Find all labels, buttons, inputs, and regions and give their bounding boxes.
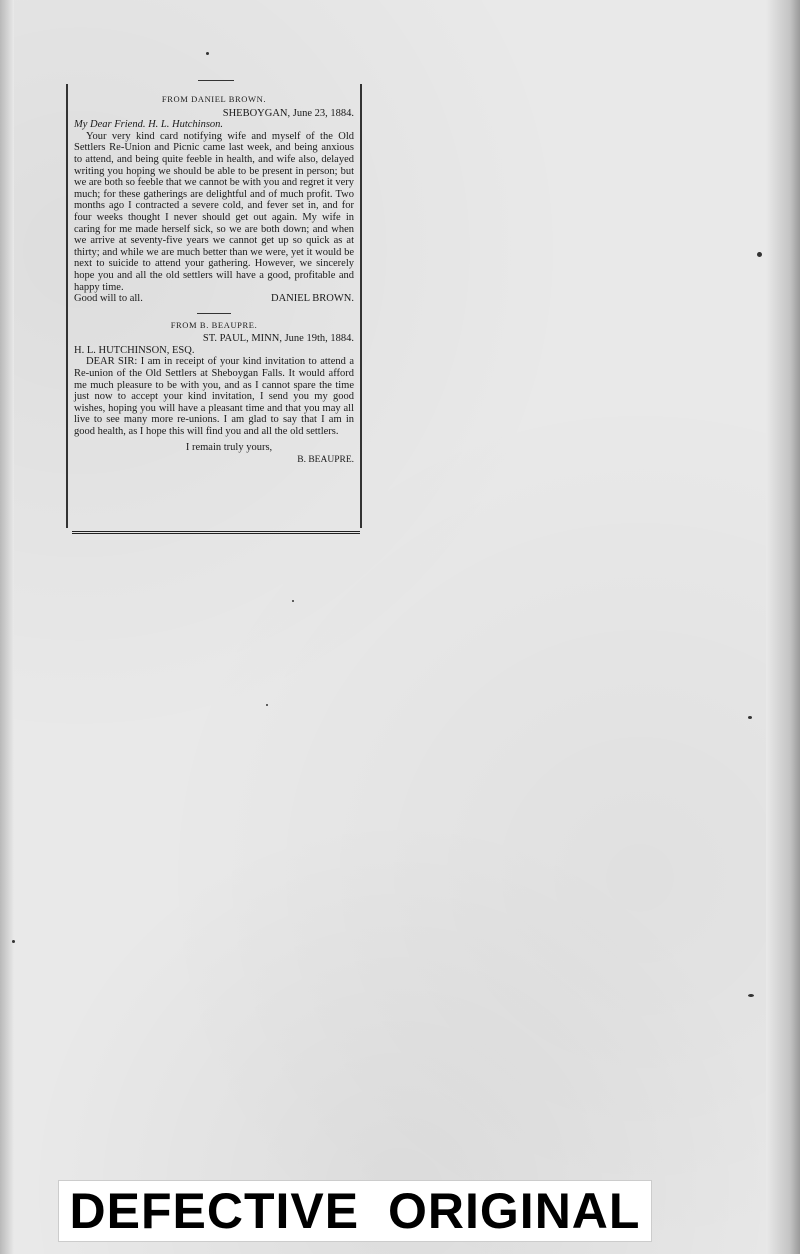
letter1-salutation: My Dear Friend. H. L. Hutchinson.: [74, 119, 224, 131]
top-rule: [198, 80, 234, 81]
letter2-signature: B. BEAUPRE.: [297, 455, 354, 466]
letter1-signoff: [74, 293, 354, 305]
bottom-double-rule: [72, 531, 360, 534]
dust-speck: [292, 600, 294, 602]
newspaper-clipping: [66, 84, 362, 528]
dust-speck: [12, 940, 15, 943]
section-divider: [197, 313, 231, 314]
dust-speck: [748, 716, 752, 719]
letter1-signature: DANIEL BROWN.: [270, 293, 354, 305]
defective-original-stamp: [58, 1180, 652, 1242]
page-edge-shadow-right: [766, 0, 800, 1254]
dust-speck: [757, 252, 762, 257]
letter1-heading: FROM DANIEL BROWN.: [161, 94, 267, 104]
letter2-dateline: ST. PAUL, MINN, June 19th, 1884.: [202, 333, 354, 345]
dust-speck: [206, 52, 209, 55]
letter1-dateline: SHEBOYGAN, June 23, 1884.: [222, 107, 354, 119]
dust-speck: [266, 704, 268, 706]
letter2-heading: FROM B. BEAUPRE.: [170, 319, 258, 330]
dust-speck: [748, 994, 754, 997]
letter2-addressee: H. L. HUTCHINSON, ESQ.: [74, 344, 195, 356]
stamp-text: DEFECTIVE ORIGINAL: [69, 1183, 641, 1239]
page-edge-shadow-left: [0, 0, 14, 1254]
letter2-closing: I remain truly yours,: [185, 441, 273, 453]
letter1-closing: Good will to all.: [74, 293, 143, 305]
letter2-body: DEAR SIR: I am in receipt of your kind invitation to attend a Re-union of the Old Settlers at Sheboygan Falls. It would afford me much pleasure to be with you, and as I cannot spare the time just now to accept your kind invitation, I send you my good wishes, hoping you will have a pleasant time and that you may all live to see many more re-unions. I am glad to say that I am in good health, as I hope this will find you and all the old settlers.: [74, 356, 354, 438]
letter1-body: Your very kind card notifying wife and myself of the Old Settlers Re-Union and Picnic came last week, and being anxious to attend, and being quite feeble in health, and wife also, delayed writing you hoping we should be able to be present in person; but we are both so feeble that we cannot be with you and regret it very much; for these gatherings are delightful and of much profit. Two months ago I contracted a severe cold, and fever set in, and for four weeks thought I never should get out again. My wife in caring for me made herself sick, so we are both down; and when we arrive at seventy-five years we cannot get up so quick as at thirty; and while we are much better than we were, yet it would be next to suicide to attend your gathering. However, we sincerely hope you and all the old settlers will have a good, profitable and happy time.: [74, 130, 354, 293]
